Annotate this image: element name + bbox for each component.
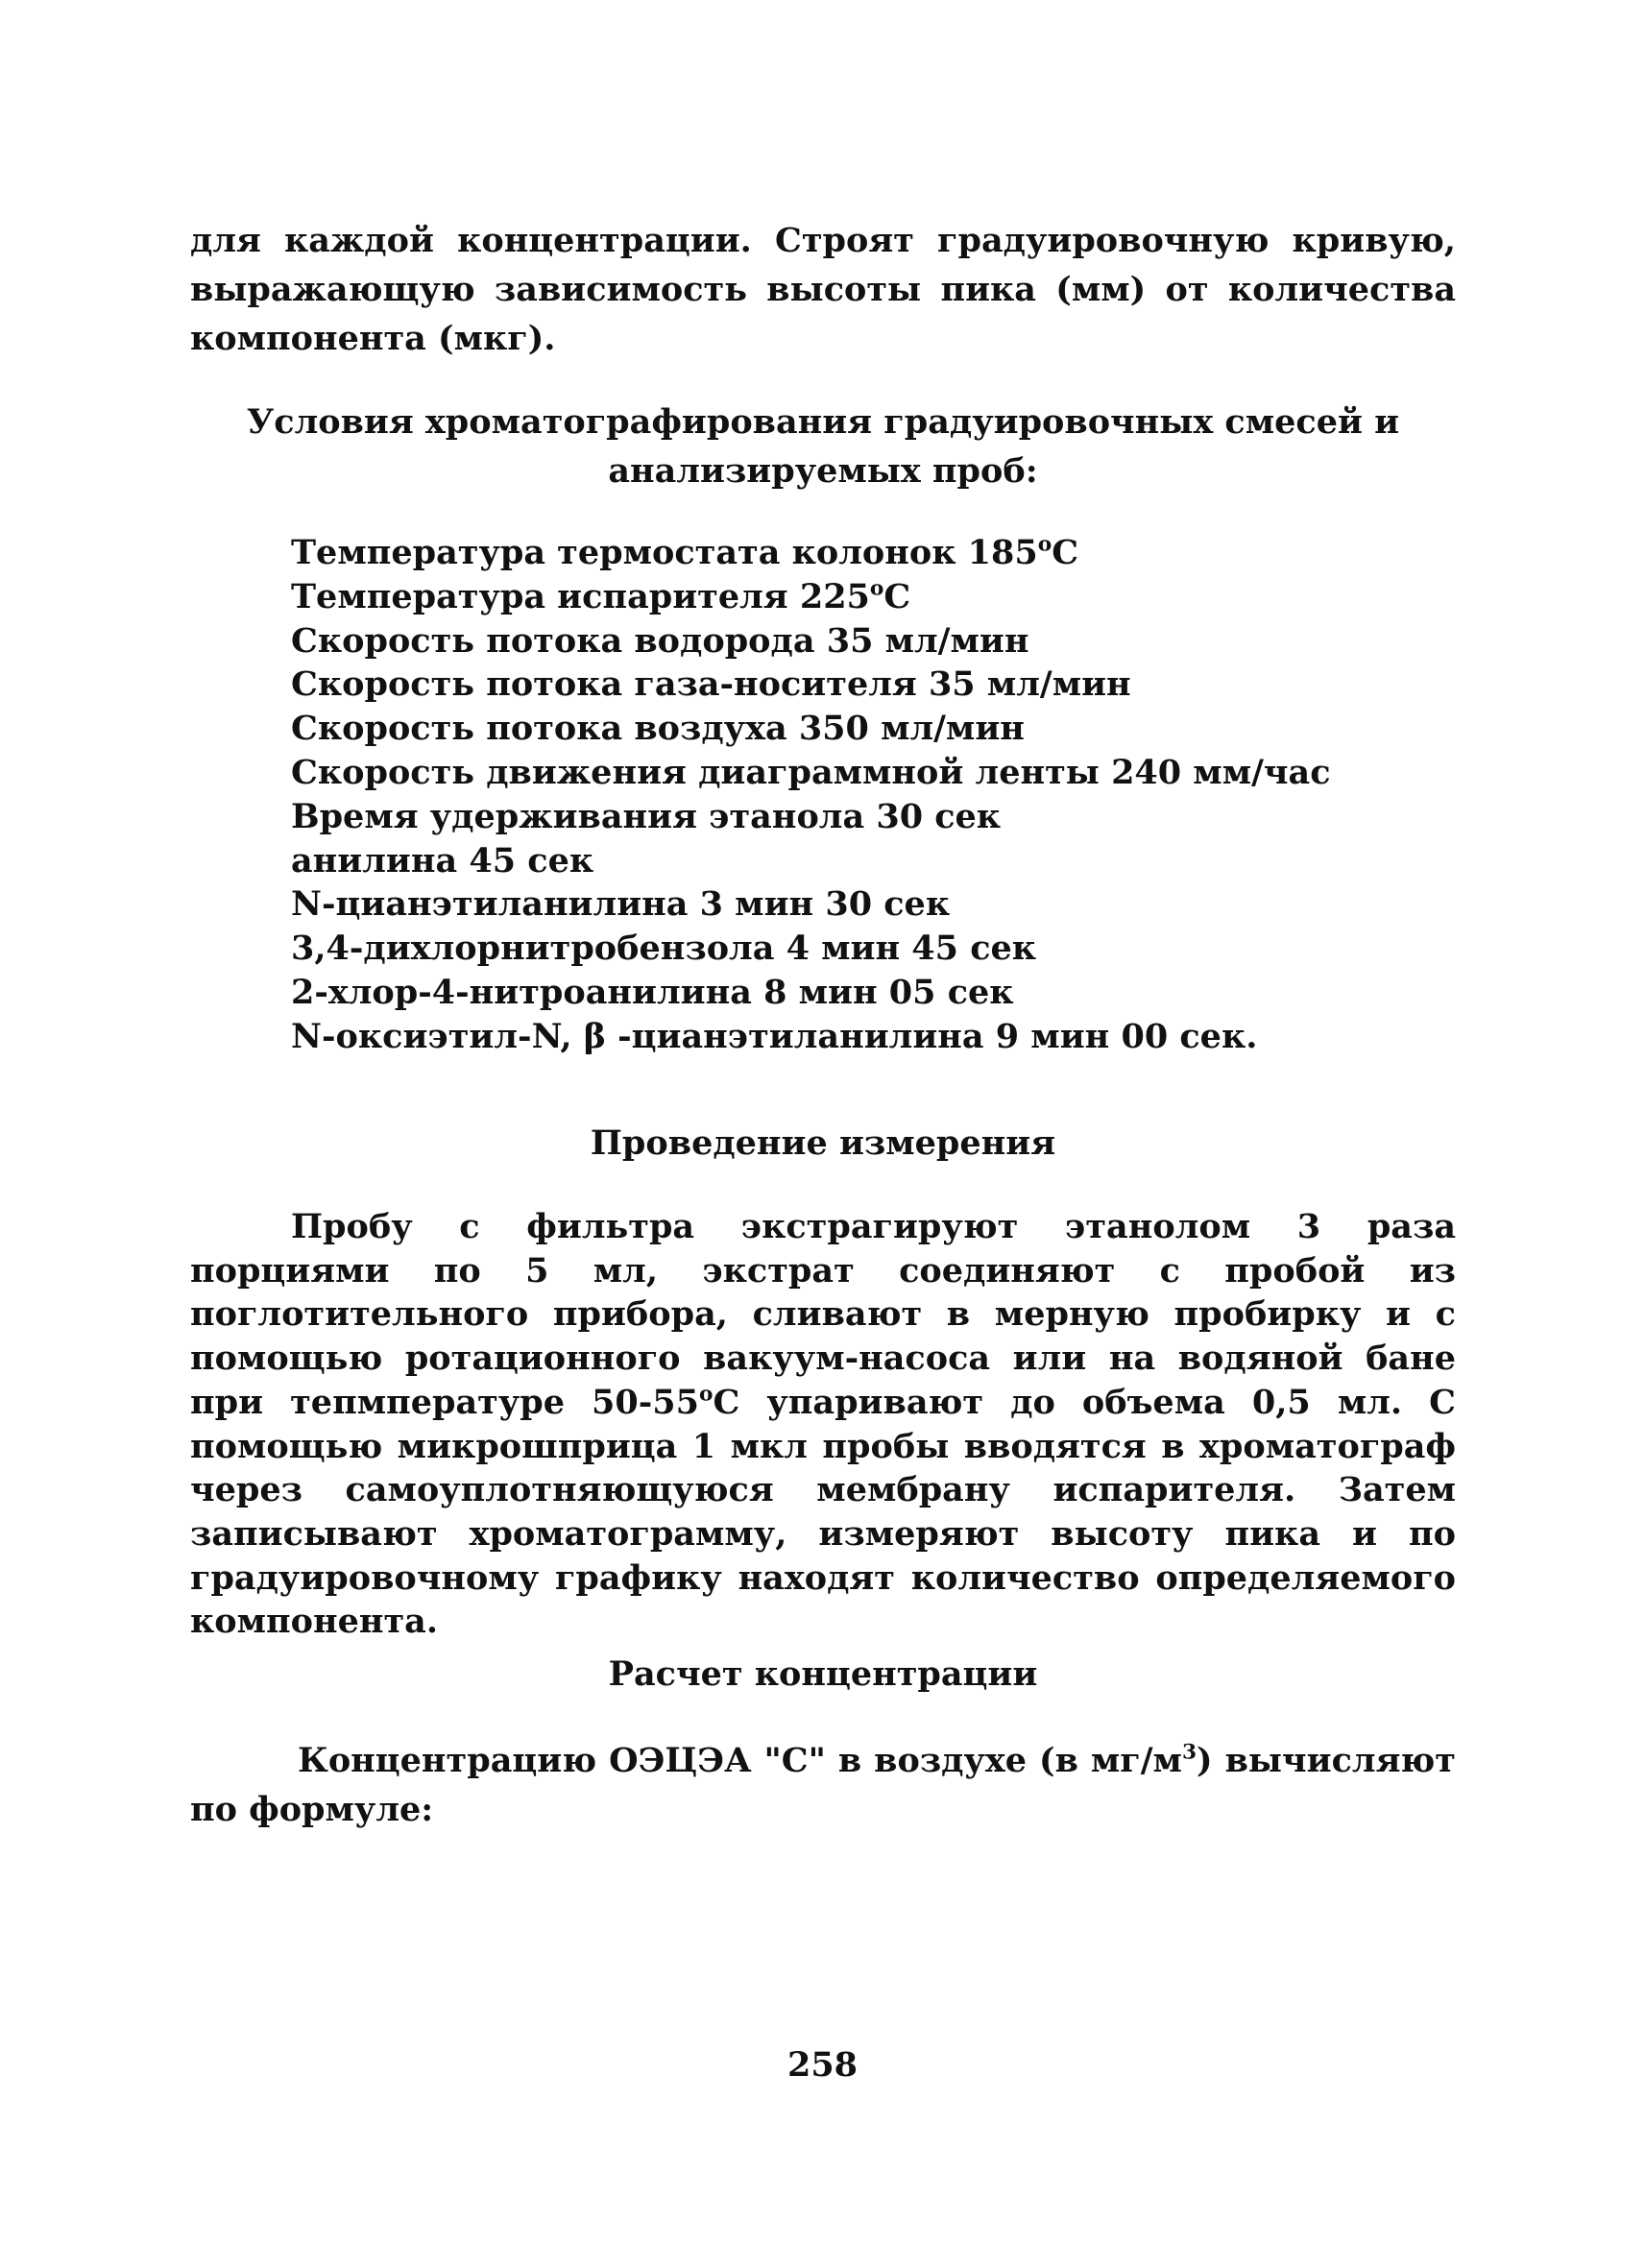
condition-item: N-цианэтиланилина 3 мин 30 сек bbox=[291, 884, 951, 925]
condition-item: 3,4-дихлорнитробензола 4 мин 45 сек bbox=[291, 929, 1037, 969]
condition-item: Температура испарителя 225$^o$С bbox=[291, 576, 911, 616]
condition-item: Температура термостата колонок 185$^o$С bbox=[291, 532, 1079, 572]
measurement-paragraph: Пробу с фильтра экстрагируют этанолом 3 раза порциями по 5 мл, экстрат соединяют с пробой из поглотительного прибора, сливают в мерную пробирку и с помощью ротационного вакуум-насоса или на водяной бане при тепмпературе 50-55$^o$С упаривают до объема 0,5 мл. С помощью микрошприца 1 мкл пробы вводятся в хроматограф через самоуплотняющуюся мембрану испарителя. Затем записывают хроматограмму, измеряют высоту пика и по градуировочному графику находят количество определяемого компонента. bbox=[190, 1207, 1457, 1642]
condition-item: Скорость потока водорода 35 мл/мин bbox=[291, 620, 1029, 661]
measurement-heading: Проведение измерения bbox=[590, 1123, 1056, 1163]
condition-item: Время удерживания этанола 30 сек bbox=[291, 796, 1002, 836]
condition-item: Скорость движения диаграммной ленты 240 мм/час bbox=[291, 752, 1331, 792]
conditions-heading: Условия хроматографирования градуировочных смесей и анализируемых проб: bbox=[246, 402, 1400, 491]
page-number: 258 bbox=[786, 2045, 859, 2085]
calculation-paragraph: Концентрацию ОЭЦЭА "С" в воздухе (в $мг/м^3$) вычисляют по формуле: bbox=[190, 1740, 1456, 1829]
condition-item: 2-хлор-4-нитроанилина 8 мин 05 сек bbox=[291, 972, 1014, 1012]
condition-item: N-оксиэтил-N, β -цианэтиланилина 9 мин 00 сек. bbox=[291, 1016, 1258, 1056]
condition-item: Скорость потока воздуха 350 мл/мин bbox=[291, 709, 1025, 749]
calculation-heading: Расчет концентрации bbox=[608, 1654, 1038, 1694]
condition-item: анилина 45 сек bbox=[291, 840, 594, 881]
condition-item: Скорость потока газа-носителя 35 мл/мин bbox=[291, 664, 1131, 705]
intro-paragraph: для каждой концентрации. Строят градуировочную кривую, выражающую зависимость высоты пика (мм) от количества компонента (мкг). bbox=[190, 221, 1456, 358]
conditions-list bbox=[291, 531, 1395, 1059]
